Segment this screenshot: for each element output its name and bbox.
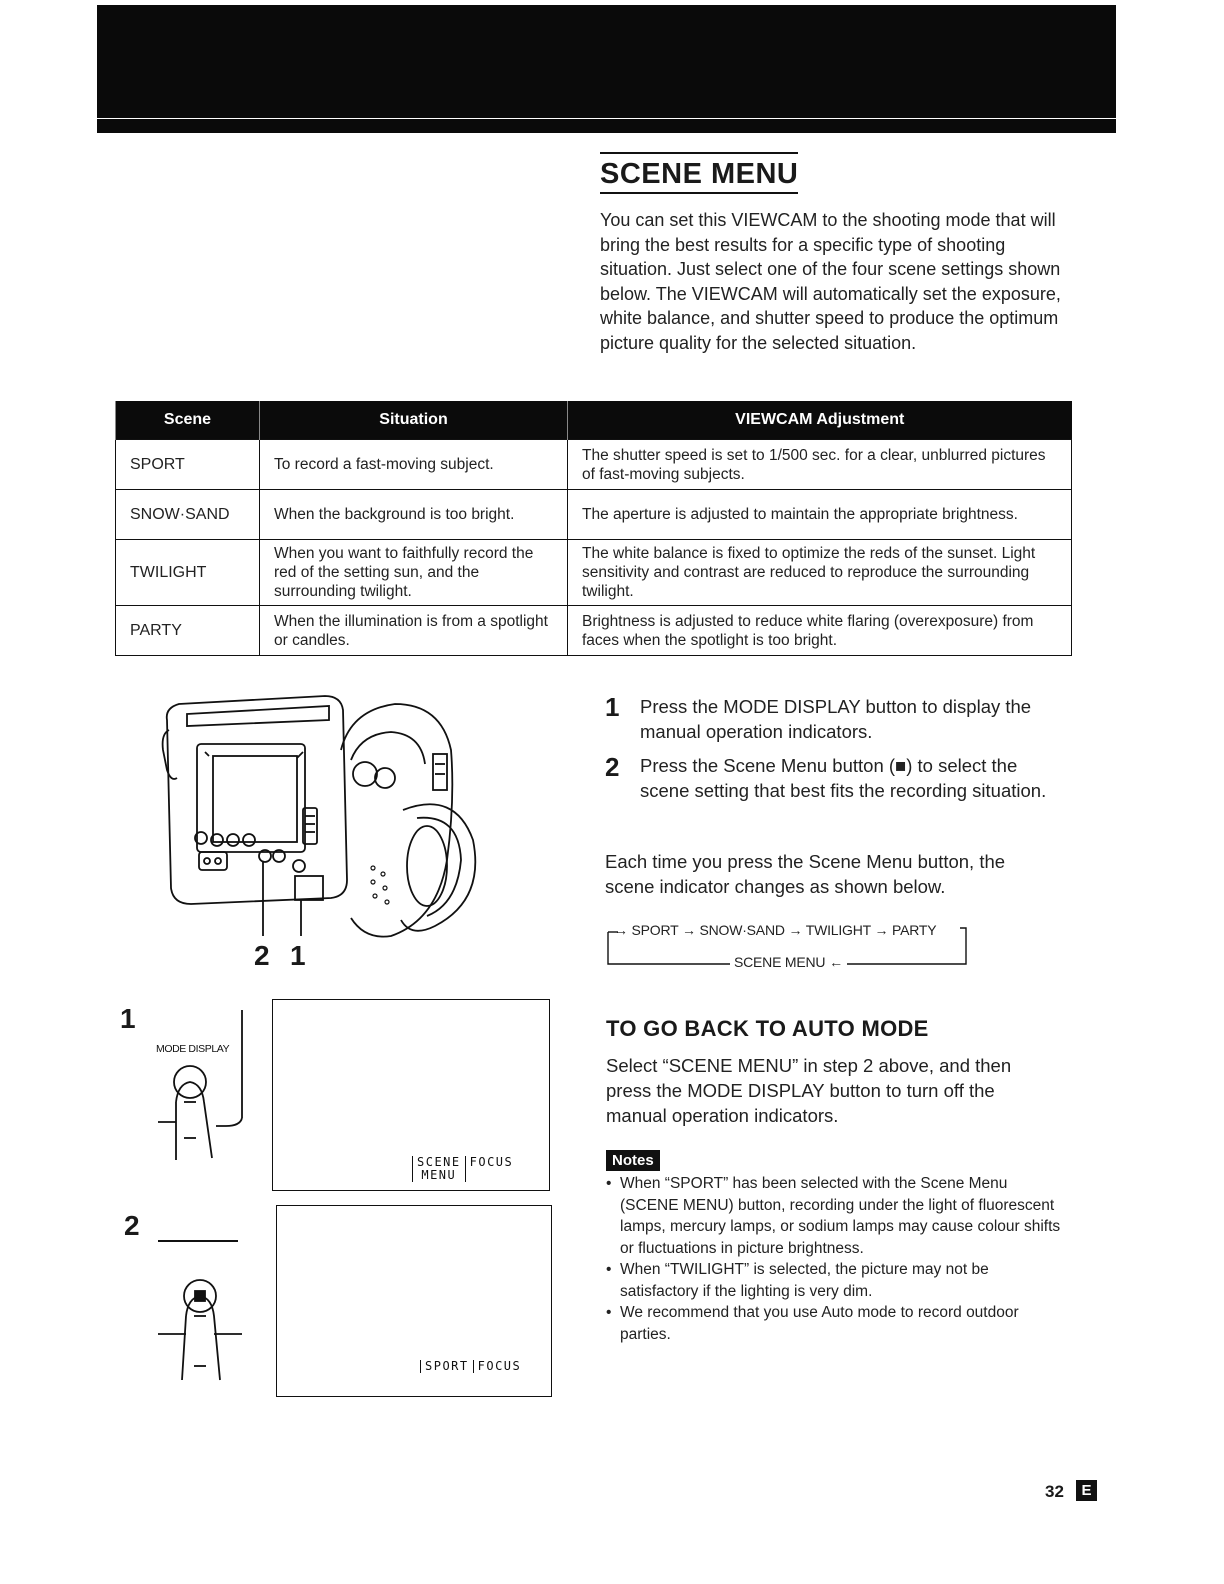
sequence-arrow: → [874,922,889,938]
header-rule [97,119,1116,133]
scene-menu-indicator [412,1156,466,1182]
diagram-step-number: 2 [124,1210,140,1241]
cycle-note: Each time you press the Scene Menu button, the scene indicator changes as shown below. [605,851,1006,897]
note-item [606,1173,1066,1259]
language-badge: E [1076,1480,1097,1501]
focus-indicator: FOCUS [469,1155,514,1169]
step-text: Press the MODE DISPLAY button to display the manual operation indicators. [640,696,1032,742]
situation-cell: When the background is too bright. [260,490,568,540]
table-row [116,490,1072,540]
scene-cell: SNOW·SAND [116,490,260,540]
note-text: When “TWILIGHT” is selected, the picture may not be satisfactory if the lighting is very dim. [620,1261,989,1300]
indicator-text: SCENE [417,1155,461,1169]
indicator-text: MENU [421,1168,457,1182]
bullet-icon: • [606,1304,612,1321]
sequence-arrow: → [681,922,696,938]
sequence-item: PARTY [891,922,937,938]
sequence-arrow: → [614,922,632,938]
callout-2: 2 [254,940,270,971]
step-number: 1 [605,692,620,722]
intro-paragraph: You can set this VIEWCAM to the shooting mode that will bring the best results for a specific type of shooting situation. Just select one of the four scene settings shown below. The VIEWCAM will automatically set the exposure, white balance, and shutter speed to produce the optimum picture quality for the selected situation. [600,210,1061,353]
scene-sequence [614,922,936,938]
auto-mode-heading: TO GO BACK TO AUTO MODE [606,1016,929,1041]
sequence-item: TWILIGHT [805,922,871,938]
adjustment-cell: The aperture is adjusted to maintain the appropriate brightness. [568,490,1072,540]
notes-badge: Notes [606,1150,660,1171]
callout-1: 1 [290,940,306,971]
column-header: Scene [116,401,260,440]
adjustment-cell: The shutter speed is set to 1/500 sec. for a clear, unblurred pictures of fast-moving subjects. [568,440,1072,490]
scene-indicator: SPORT [420,1360,474,1373]
column-header: VIEWCAM Adjustment [568,401,1072,440]
step-number: 2 [605,752,620,782]
page-title: SCENE MENU [600,152,798,194]
sequence-item: SPORT [631,922,679,938]
mode-display-label: MODE DISPLAY [156,1043,230,1055]
sequence-arrow: ← [829,954,843,970]
mode-display-button-press-icon [140,1010,260,1166]
step-underline [158,1240,238,1242]
scene-cell: SPORT [116,440,260,490]
scene-table [115,401,1072,656]
screen-indicator-2 [420,1360,521,1373]
sequence-return-label: SCENE MENU [734,954,826,970]
bullet-icon: • [606,1175,612,1192]
focus-indicator: FOCUS [477,1359,522,1373]
sequence-item: SNOW·SAND [699,922,785,938]
situation-cell: To record a fast-moving subject. [260,440,568,490]
scene-cell: PARTY [116,606,260,656]
diagram-step-number: 1 [120,1003,136,1034]
sequence-return [730,954,847,970]
scene-cell: TWILIGHT [116,540,260,606]
header-bar [97,5,1116,118]
column-header: Situation [260,401,568,440]
scene-menu-button-press-icon [150,1270,250,1386]
table-row [116,440,1072,490]
note-text: We recommend that you use Auto mode to record outdoor parties. [620,1304,1019,1343]
step-text: Press the Scene Menu button (■) to select the scene setting that best fits the recording situation. [640,755,1047,801]
sequence-arrow: → [788,922,803,938]
auto-mode-text: Select “SCENE MENU” in step 2 above, and then press the MODE DISPLAY button to turn off the manual operation indicators. [606,1055,1012,1126]
bullet-icon: • [606,1261,612,1278]
situation-cell: When you want to faithfully record the red of the setting sun, and the surrounding twilight. [260,540,568,606]
note-item [606,1302,1066,1345]
table-row [116,540,1072,606]
screen-indicator-1 [412,1156,513,1182]
adjustment-cell: Brightness is adjusted to reduce white flaring (overexposure) from faces when the spotlight is too bright. [568,606,1072,656]
table-row [116,606,1072,656]
situation-cell: When the illumination is from a spotlight or candles. [260,606,568,656]
camcorder-illustration [155,690,495,980]
note-item [606,1259,1066,1302]
adjustment-cell: The white balance is fixed to optimize the reds of the sunset. Light sensitivity and contrast are reduced to reproduce the surrounding twilight. [568,540,1072,606]
notes-list [606,1173,1066,1345]
table-header-row [116,401,1072,440]
note-text: When “SPORT” has been selected with the Scene Menu (SCENE MENU) button, recording under the light of fluorescent lamps, mercury lamps, or sodium lamps may cause colour shifts or fluctuations in picture brightness. [620,1175,1061,1257]
page-number: 32 [1045,1482,1064,1501]
